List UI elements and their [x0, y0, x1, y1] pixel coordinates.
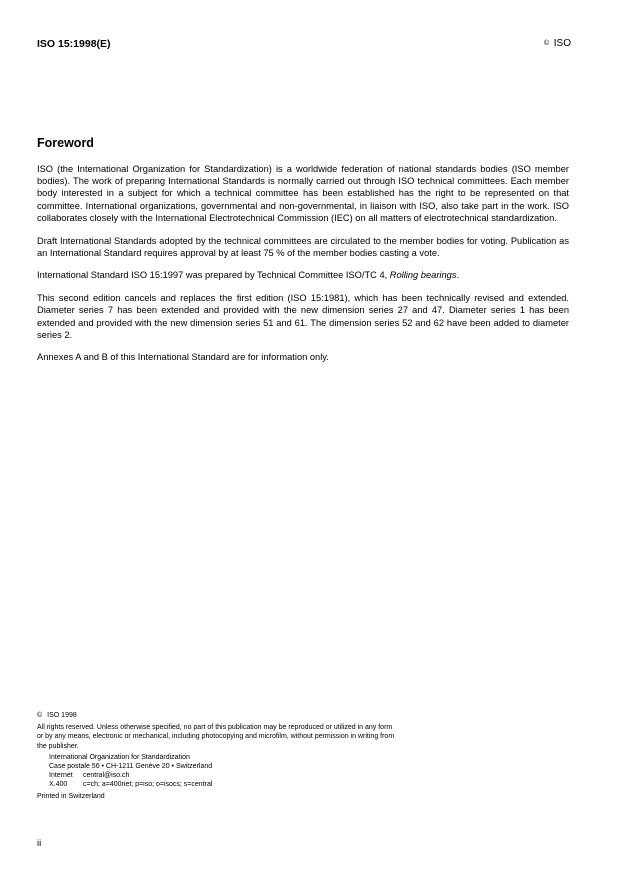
internet-label: Internet [49, 772, 73, 780]
org-name: International Organization for Standardization [49, 753, 190, 761]
printed-in: Printed in Switzerland [37, 792, 105, 800]
org-address [49, 753, 397, 790]
header-org: ISO [553, 38, 571, 49]
page-number: ii [37, 838, 42, 848]
paragraph-3-end: . [456, 270, 460, 281]
x400-label: X.400 [49, 781, 68, 789]
paragraph-3-text: International Standard ISO 15:1997 was prepared by Technical Committee ISO/TC 4, [37, 270, 390, 281]
rights-statement: All rights reserved. Unless otherwise specified, no part of this publication may be reproduced or utilized in any form or by any means, electronic or mechanical, including photocopying and microfilm, without permission in writing from the publisher. [37, 724, 395, 750]
copyright-icon: © [37, 712, 43, 719]
document-id: ISO 15:1998(E) [37, 38, 111, 50]
foreword-title: Foreword [37, 136, 94, 150]
copyright-symbol: © [543, 40, 549, 47]
foreword-paragraph-5: Annexes A and B of this International Standard are for information only. [37, 352, 329, 363]
postal-address: Case postale 56 • CH-1211 Genève 20 • Switzerland [49, 763, 213, 771]
foreword-paragraph-4: This second edition cancels and replaces the first edition (ISO 15:1981), which has been technically revised and extended. Diameter series 7 has been extended and provided with the new dimension series 27 and 47. Diameter series 1 has been extended and provided with the new dimension series 51 and 61. The dimension series 52 and 62 have been added to diameter series 2. [37, 293, 569, 340]
x400-row [49, 780, 397, 789]
copyright-notice [37, 711, 397, 801]
header-copyright [544, 38, 571, 49]
internet-row [49, 771, 397, 780]
copyright-year: ISO 1998 [47, 712, 77, 719]
x400-value: c=ch; a=400net; p=iso; o=isocs; s=central [83, 781, 213, 789]
committee-name: Rolling bearings [389, 270, 457, 281]
foreword-paragraph-2: Draft International Standards adopted by the technical committees are circulated to the member bodies for voting. Publication as an International Standard requires approval by at least 75 % of the member bodies casting a vote. [37, 235, 569, 258]
copyright-line [37, 711, 397, 720]
foreword-paragraph-3 [37, 269, 569, 281]
internet-value: central@iso.ch [83, 772, 130, 780]
foreword-paragraph-1: ISO (the International Organization for Standardization) is a worldwide federation of national standards bodies (ISO member bodies). The work of preparing International Standards is normally carried out through ISO technical committees. Each member body interested in a subject for which a technical committee has been established has the right to be represented on that committee. International organizations, governmental and non-governmental, in liaison with ISO, also take part in the work. ISO collaborates closely with the International Electrotechnical Commission (IEC) on all matters of electrotechnical standardization. [37, 164, 569, 223]
foreword-body [37, 163, 569, 364]
